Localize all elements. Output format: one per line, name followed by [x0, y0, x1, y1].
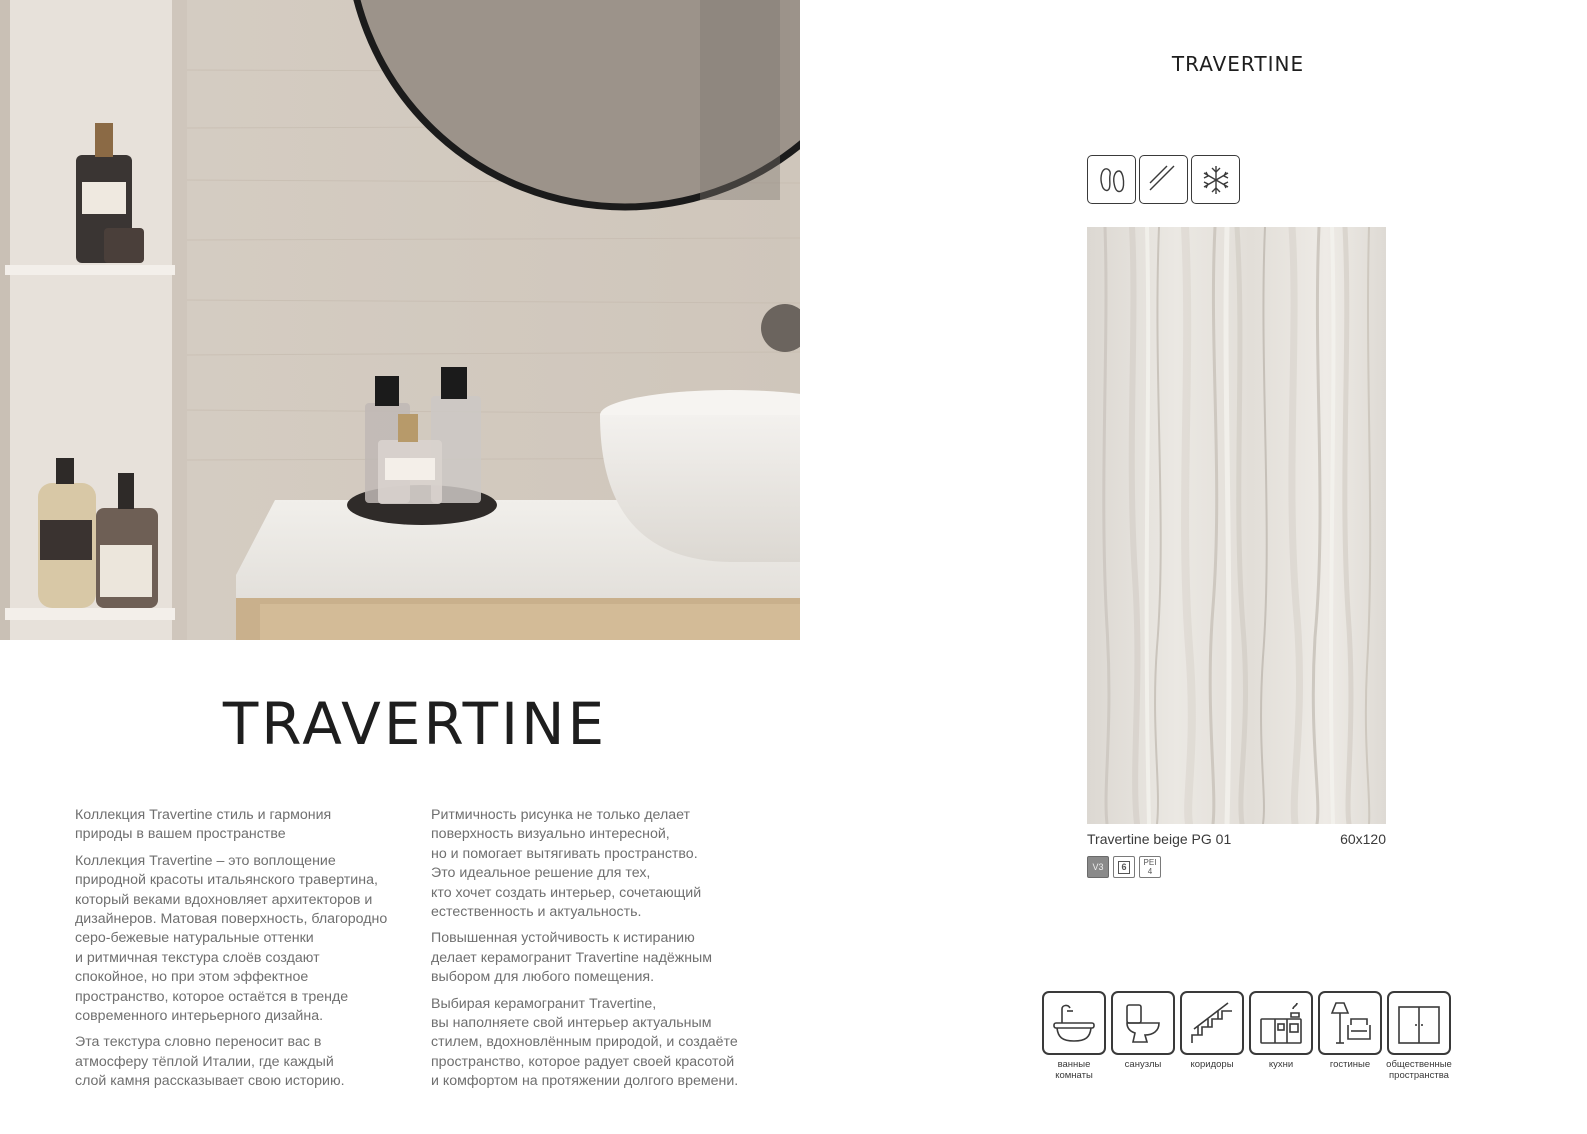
frost-resistant-icon — [1191, 155, 1240, 204]
variation-badge: V3 — [1087, 856, 1109, 878]
kitchen-icon — [1249, 991, 1313, 1055]
tile-size: 60x120 — [1340, 831, 1386, 847]
bathtub-icon — [1042, 991, 1106, 1055]
bathroom-photo — [0, 0, 800, 640]
room-label: коридоры — [1190, 1059, 1234, 1070]
pei-badge — [1139, 856, 1161, 878]
pei-value: 4 — [1147, 867, 1153, 876]
collection-title: TRAVERTINE — [222, 690, 608, 758]
count-value: 6 — [1118, 861, 1129, 874]
description-paragraph: Выбирая керамогранит Travertine, вы наполняете свой интерьер актуальным стилем, вдохновлённым природой, и создаёте пространство, которое радует своей красотой и комфортом на протяжении долгого времени. — [431, 995, 739, 1090]
product-title: TRAVERTINE — [1171, 52, 1305, 76]
feet-icon — [1087, 155, 1136, 204]
description-paragraph: Эта текстура словно переносит вас в атмосферу тёплой Италии, где каждый слой камня рассказывает свою историю. — [75, 1034, 345, 1090]
description-column-left — [75, 806, 420, 1099]
room-item — [1387, 991, 1451, 1081]
description-paragraph: Повышенная устойчивость к истиранию делает керамогранит Travertine надёжным выбором для любого помещения. — [431, 930, 713, 986]
tile-name: Travertine beige PG 01 — [1087, 831, 1232, 847]
lamp-armchair-icon — [1318, 991, 1382, 1055]
room-item — [1180, 991, 1244, 1081]
tile-badges — [1087, 856, 1161, 878]
room-label: общественные пространства — [1386, 1059, 1452, 1081]
room-label: санузлы — [1124, 1059, 1162, 1070]
description-paragraph: Коллекция Travertine – это воплощение природной красоты итальянского травертина, который веками вдохновляет архитекторов и дизайнеров. Матовая поверхность, благородно серо-бежевые натуральные оттенки и ритмичная текстура слоёв создают спокойное, но при этом эффектное пространство, которое остаётся в тренде современного интерьерного дизайна. — [75, 852, 388, 1025]
room-item — [1042, 991, 1106, 1081]
toilet-icon — [1111, 991, 1175, 1055]
room-label: гостиные — [1329, 1059, 1371, 1070]
room-label: кухни — [1268, 1059, 1294, 1070]
matte-surface-icon — [1139, 155, 1188, 204]
room-item — [1249, 991, 1313, 1081]
room-label: ванные комнаты — [1055, 1059, 1093, 1081]
doors-icon — [1387, 991, 1451, 1055]
description-paragraph: Ритмичность рисунка не только делает поверхность визуально интересной, но и помогает вытягивать пространство. Это идеальное решение для тех, кто хочет создать интерьер, сочетающий естественность и актуальность. — [431, 807, 702, 921]
room-item — [1111, 991, 1175, 1081]
tile-sample-image — [1087, 227, 1386, 824]
count-badge — [1113, 856, 1135, 878]
room-item — [1318, 991, 1382, 1081]
description-paragraph: Коллекция Travertine стиль и гармония природы в вашем пространстве — [75, 807, 332, 843]
stairs-icon — [1180, 991, 1244, 1055]
room-usage-icons — [1042, 991, 1451, 1081]
pei-label: PEI — [1143, 858, 1157, 867]
property-icons — [1087, 155, 1240, 204]
description-column-right — [431, 806, 781, 1099]
